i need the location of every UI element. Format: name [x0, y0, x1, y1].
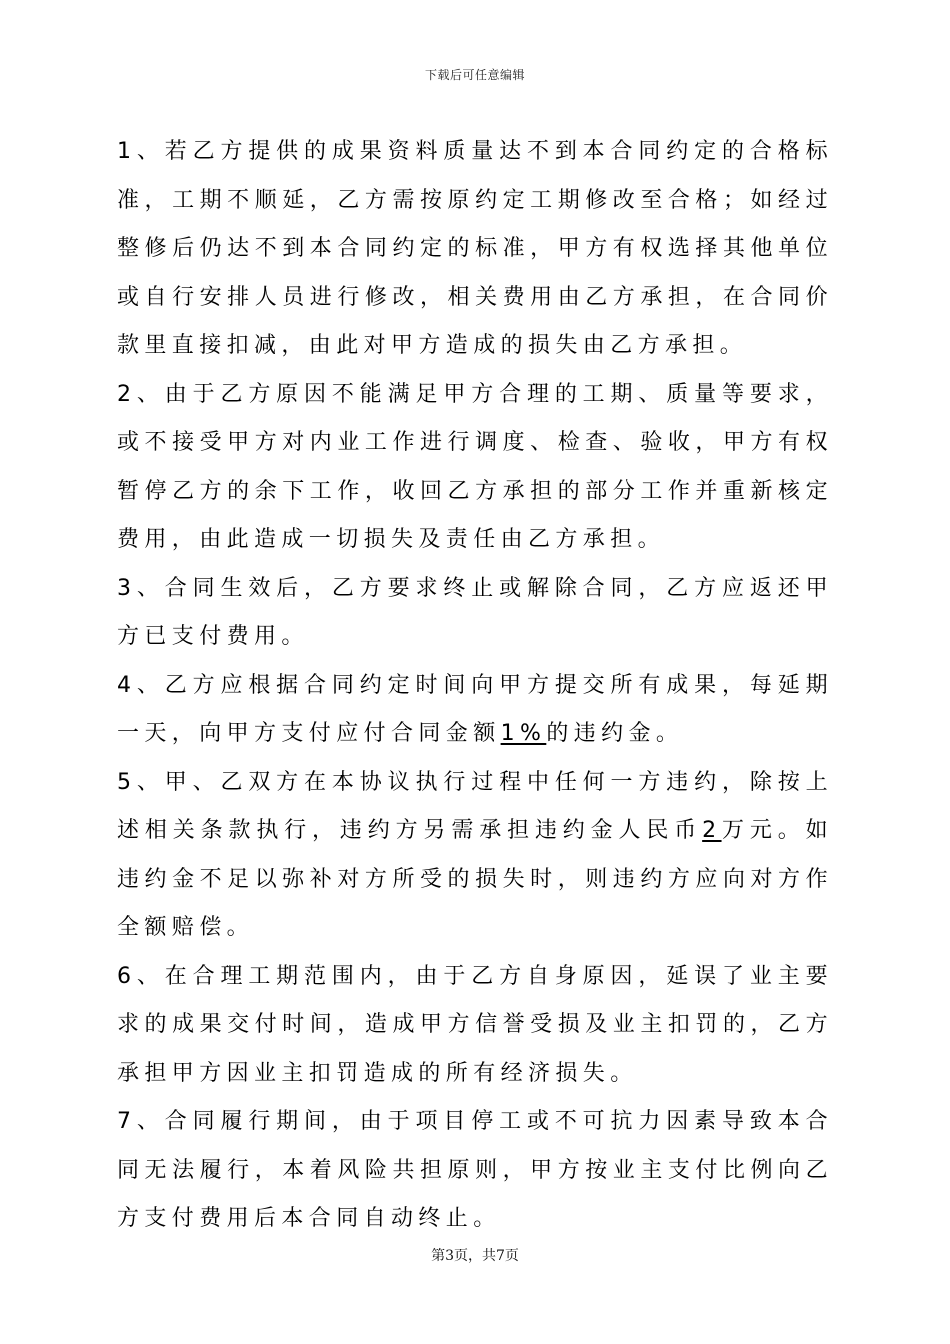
contract-body [117, 128, 833, 1244]
clause-3: 3、合同生效后，乙方要求终止或解除合同，乙方应返还甲方已支付费用。 [117, 575, 833, 649]
clause-4-text-end: 的违约金。 [546, 721, 684, 746]
clause-6: 6、在合理工期范围内，由于乙方自身原因，延误了业主要求的成果交付时间，造成甲方信誉受损及业主扣罚的，乙方承担甲方因业主扣罚造成的所有经济损失。 [117, 963, 833, 1086]
page-header: 下载后可任意编辑 [424, 68, 525, 82]
clause-5-text-start: 5、甲、乙双方在本协议执行过程中任何一方违约，除按上述相关条款执行，违约方另需承担违约金人民币 [117, 769, 833, 843]
clause-1: 1、若乙方提供的成果资料质量达不到本合同约定的合格标准，工期不顺延，乙方需按原约定工期修改至合格；如经过整修后仍达不到本合同约定的标准，甲方有权选择其他单位或自行安排人员进行修改，相关费用由乙方承担，在合同价款里直接扣减，由此对甲方造成的损失由乙方承担。 [117, 139, 833, 358]
clause-4-text-start: 4、乙方应根据合同约定时间向甲方提交所有成果，每延期一天，向甲方支付应付合同金额 [117, 672, 833, 746]
page-footer: 第3页，共7页 [431, 1248, 519, 1264]
clause-7: 7、合同履行期间，由于项目停工或不可抗力因素导致本合同无法履行，本着风险共担原则，甲方按业主支付比例向乙方支付费用后本合同自动终止。 [117, 1109, 833, 1231]
penalty-amount: 2 [702, 818, 722, 843]
clause-2: 2、由于乙方原因不能满足甲方合理的工期、质量等要求，或不接受甲方对内业工作进行调度、检查、验收，甲方有权暂停乙方的余下工作，收回乙方承担的部分工作并重新核定费用，由此造成一切损失及责任由乙方承担。 [117, 381, 833, 552]
clause-5 [117, 759, 833, 953]
penalty-rate: 1% [500, 721, 547, 746]
clause-4 [117, 662, 833, 759]
clause-5-text-end: 万元。如违约金不足以弥补对方所受的损失时，则违约方应向对方作全额赔偿。 [117, 818, 833, 940]
